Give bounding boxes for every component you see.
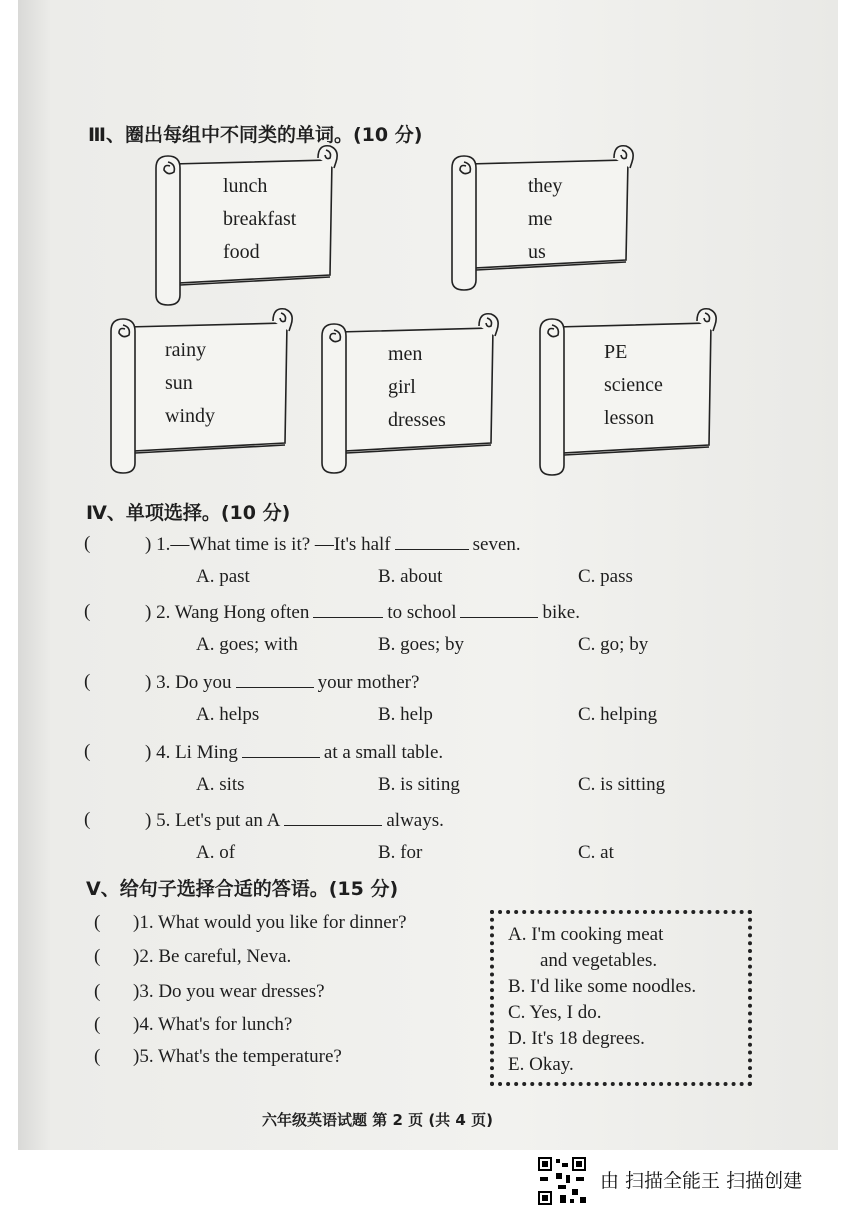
answer-paren-open: ( [84,533,91,554]
group-word[interactable]: food [223,241,260,263]
answer-paren-open[interactable]: ( [94,1014,101,1035]
option-b[interactable]: B. goes; by [378,634,465,655]
match-question-1: )1. What would you like for dinner? [133,912,407,933]
fill-blank[interactable] [242,741,320,758]
scroll-card-3 [105,305,295,475]
option-c[interactable]: C. helping [578,704,658,725]
section-4-title: Ⅳ、单项选择。(10 分) [86,502,291,524]
question-text: 3. Do you [156,672,232,693]
option-a[interactable]: A. helps [196,704,260,725]
question-text: bike. [542,602,580,623]
answer-paren-close: ) [145,672,152,693]
group-word[interactable]: girl [388,376,416,398]
answer-paren-open: ( [84,601,91,622]
answer-paren-open[interactable]: ( [94,981,101,1002]
option-c[interactable]: C. go; by [578,634,649,655]
option-c[interactable]: C. at [578,842,614,863]
question-text: 4. Li Ming [156,742,238,763]
group-word[interactable]: me [528,208,553,230]
option-c[interactable]: C. pass [578,566,633,587]
scroll-card-4 [316,310,501,475]
option-a[interactable]: A. goes; with [196,634,298,655]
answer-paren-close: ) [145,810,152,831]
answer-option: A. I'm cooking meat [508,924,664,945]
answer-paren-open: ( [84,671,91,692]
answer-paren-open[interactable]: ( [94,1046,101,1067]
option-a[interactable]: A. past [196,566,250,587]
match-question-4: )4. What's for lunch? [133,1014,293,1035]
option-a[interactable]: A. sits [196,774,245,795]
fill-blank[interactable] [236,671,314,688]
question-text: 5. Let's put an A [156,810,281,831]
match-question-5: )5. What's the temperature? [133,1046,342,1067]
mc-question-4 [145,741,443,764]
scanner-watermark: 由 扫描全能王 扫描创建 [600,1170,803,1192]
answer-paren-open: ( [84,809,91,830]
section-3-title: Ⅲ、圈出每组中不同类的单词。(10 分) [88,124,423,146]
option-b[interactable]: B. help [378,704,433,725]
question-text: 1.—What time is it? —It's half [156,534,391,555]
scroll-card-1 [150,142,340,307]
answer-options-box [490,910,752,1086]
question-text: to school [387,602,457,623]
group-word[interactable]: men [388,343,423,365]
fill-blank[interactable] [313,601,383,618]
group-word[interactable]: they [528,175,563,197]
fill-blank[interactable] [460,601,538,618]
group-word[interactable]: us [528,241,546,263]
mc-question-3 [145,671,419,694]
question-text: seven. [472,534,521,555]
answer-option: C. Yes, I do. [508,1002,602,1023]
section-5-title: Ⅴ、给句子选择合适的答语。(15 分) [86,878,399,900]
question-text: always. [386,810,444,831]
answer-option: E. Okay. [508,1054,574,1075]
match-question-3: )3. Do you wear dresses? [133,981,325,1002]
fill-blank[interactable] [284,809,382,826]
scroll-card-2 [446,142,636,292]
fill-blank[interactable] [395,533,469,550]
mc-question-2 [145,601,580,624]
answer-paren-close: ) [145,534,152,555]
answer-option: D. It's 18 degrees. [508,1028,645,1049]
question-text: at a small table. [323,742,444,763]
option-b[interactable]: B. is siting [378,774,460,795]
question-text: your mother? [317,672,420,693]
option-b[interactable]: B. for [378,842,423,863]
scroll-card-5 [534,305,719,477]
qr-code-icon [536,1155,588,1207]
option-c[interactable]: C. is sitting [578,774,666,795]
answer-option: and vegetables. [540,950,658,971]
option-a[interactable]: A. of [196,842,236,863]
group-word[interactable]: lesson [604,407,654,429]
match-question-2: )2. Be careful, Neva. [133,946,292,967]
group-word[interactable]: rainy [165,339,207,361]
answer-paren-open[interactable]: ( [94,912,101,933]
question-text: 2. Wang Hong often [156,602,310,623]
mc-question-1 [145,533,521,556]
page-footer: 六年级英语试题 第 2 页 (共 4 页) [262,1111,493,1129]
option-b[interactable]: B. about [378,566,443,587]
group-word[interactable]: sun [165,372,193,394]
answer-paren-close: ) [145,742,152,763]
group-word[interactable]: science [604,374,663,396]
group-word[interactable]: lunch [223,175,268,197]
group-word[interactable]: windy [165,405,215,427]
group-word[interactable]: breakfast [223,208,297,230]
group-word[interactable]: PE [604,341,628,363]
answer-paren-open: ( [84,741,91,762]
answer-paren-open[interactable]: ( [94,946,101,967]
group-word[interactable]: dresses [388,409,446,431]
answer-paren-close: ) [145,602,152,623]
answer-option: B. I'd like some noodles. [508,976,697,997]
mc-question-5 [145,809,444,832]
